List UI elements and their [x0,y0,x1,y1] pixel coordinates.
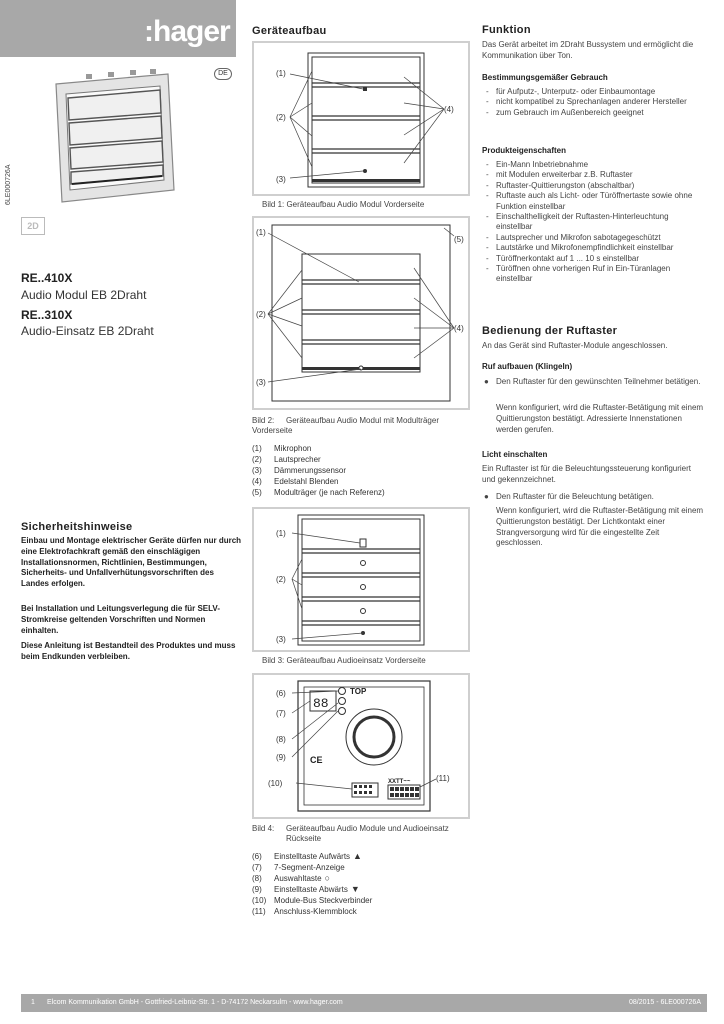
figure-3 [252,507,470,652]
list-item: - Lautstärke und Mikrofonempfindlichkeit einstellbar [482,243,706,253]
fig2-label-2: (2) [256,310,266,319]
ruf-note: Wenn konfiguriert, wird die Ruftaster-Betätigung mit einem Quittierungston bestätigt. Adressierte Innenstationen werden gerufen. [496,403,704,434]
list-item: - Türöffnerkontakt auf 1 ... 10 s einstellbar [482,254,706,264]
bullet-icon: ● [484,377,489,386]
legend-item: (6) Einstelltaste Aufwärts ▲ [252,851,362,861]
circle-icon: ○ [324,873,331,883]
licht-bullet: ● Den Ruftaster für die Beleuchtung betätigen. [484,492,654,501]
figure-4 [252,673,470,819]
fig4-label-9: (9) [276,753,286,762]
fig4-label-11: (11) [436,774,450,783]
tag-2d: 2D [21,217,45,235]
bedienung-heading: Bedienung der Ruftaster [482,325,618,337]
figure-4-caption-num: Bild 4: [252,824,275,833]
footer-date-ref: 08/2015 - 6LE000726A [628,999,701,1006]
fig2-label-3: (3) [256,378,266,387]
terminal-label: XXTT~~ [388,779,411,785]
use-list [482,87,706,118]
fig2-label-1: (1) [256,228,266,237]
list-item: - Türöffnen ohne vorherigen Ruf in Ein-Türanlagen einstellbar [482,264,706,285]
arrow-up-icon: ▲ [353,851,362,861]
footer-address: Elcom Kommunikation GmbH - Gottfried-Leibniz-Str. 1 - D-74172 Neckarsulm - www.hager.com [47,999,343,1006]
list-item: - Lautsprecher und Mikrofon sabotagegeschützt [482,233,706,243]
fig4-label-8: (8) [276,735,286,744]
ruf-bullet: ● Den Ruftaster für den gewünschten Teilnehmer betätigen. [484,377,701,386]
list-item: - für Aufputz-, Unterputz- oder Einbaumontage [482,87,706,97]
document-number-vertical: 6LE000726A [5,164,12,205]
fig4-label-7: (7) [276,709,286,718]
legend-item: (3) Dämmerungssensor [252,466,347,475]
fig4-label-6: (6) [276,689,286,698]
figure-2 [252,216,470,410]
legend-item: (10) Module-Bus Steckverbinder [252,896,373,905]
ce-mark: CE [310,755,323,765]
legend-item: (2) Lautsprecher [252,455,321,464]
legend-1 [252,443,385,498]
list-item: - zum Gebrauch im Außenbereich geeignet [482,108,706,118]
language-badge: DE [214,68,232,80]
safety-paragraph-1: Einbau und Montage elektrischer Geräte dürfen nur durch eine Elektrofachkraft gemäß den einschlägigen Installationsnormen, Richtlinien, Bestimmungen, Sicherheits- und Unfallverhütungsvorschriften des Landes erfolgen. [21,536,242,589]
safety-heading: Sicherheitshinweise [21,521,133,533]
fig3-label-2: (2) [276,575,286,584]
fig4-label-10: (10) [268,779,283,788]
fig2-label-4: (4) [454,324,464,333]
use-heading: Bestimmungsgemäßer Gebrauch [482,73,608,82]
top-label: TOP [350,687,367,696]
fig1-label-2: (2) [276,113,286,122]
footer [21,994,707,1012]
figure-2-caption [252,416,470,437]
features-heading: Produkteigenschaften [482,146,567,155]
page-number: 1 [31,999,35,1006]
geraeteaufbau-heading: Geräteaufbau [252,25,327,37]
fig3-label-3: (3) [276,635,286,644]
figure-4-caption [252,824,474,845]
licht-note: Wenn konfiguriert, wird die Ruftaster-Betätigung mit einem Quittierungston bestätigt. Der Lichtkontakt einer Strangversorgung wird für die eingestellte Zeit geschlossen. [496,506,704,548]
bedienung-intro: An das Gerät sind Ruftaster-Module angeschlossen. [482,341,668,350]
legend-item: (4) Edelstahl Blenden [252,477,339,486]
fig1-label-1: (1) [276,69,286,78]
arrow-down-icon: ▼ [350,884,360,894]
legend-item: (8) Auswahltaste ○ [252,873,331,883]
funktion-heading: Funktion [482,24,531,36]
list-item: - Einschalthelligkeit der Ruftasten-Hinterleuchtung einstellbar [482,212,706,233]
licht-intro: Ein Ruftaster ist für die Beleuchtungssteuerung konfiguriert und gekennzeichnet. [482,464,692,484]
safety-paragraph-3: Diese Anleitung ist Bestandteil des Produktes und muss beim Endkunden verbleiben. [21,641,236,661]
features-list [482,160,706,285]
list-item: - Ruftaste auch als Licht- oder Türöffnertaste sowie ohne Funktion einstellbar [482,191,706,212]
legend-item: (7) 7-Segment-Anzeige [252,863,345,872]
safety-paragraph-2: Bei Installation und Leitungsverlegung die für SELV-Stromkreise geltenden Vorschriften und Normen einhalten. [21,604,220,635]
logo-banner [0,0,236,57]
fig1-label-3: (3) [276,175,286,184]
product-name-1: Audio Modul EB 2Draht [21,288,147,302]
figure-2-caption-num: Bild 2: [252,416,275,425]
legend-2 [252,851,372,917]
fig1-label-4: (4) [444,105,454,114]
fig2-label-5: (5) [454,235,464,244]
product-code-1: RE..410X [21,271,73,285]
funktion-intro: Das Gerät arbeitet im 2Draht Bussystem und ermöglicht die Kommunikation über Ton. [482,40,694,60]
product-photo [42,68,182,206]
legend-item: (5) Modulträger (je nach Referenz) [252,488,385,497]
list-item: - nicht kompatibel zu Sprechanlagen anderer Hersteller [482,97,706,107]
list-item: - mit Modulen erweiterbar z.B. Ruftaster [482,170,706,180]
list-item: - Ruftaster-Quittierungston (abschaltbar) [482,181,706,191]
figure-1 [252,41,470,196]
bullet-icon: ● [484,492,489,501]
figure-3-caption: Bild 3: Geräteaufbau Audioeinsatz Vorderseite [262,656,426,665]
hager-logo: :hager [144,15,230,48]
ruf-heading: Ruf aufbauen (Klingeln) [482,362,573,371]
figure-1-caption: Bild 1: Geräteaufbau Audio Modul Vorderseite [262,200,425,209]
legend-item: (9) Einstelltaste Abwärts ▼ [252,884,360,894]
product-code-2: RE..310X [21,308,73,322]
licht-heading: Licht einschalten [482,450,548,459]
product-name-2: Audio-Einsatz EB 2Draht [21,324,154,338]
legend-item: (11) Anschluss-Klemmblock [252,907,357,916]
seven-segment-display: 88 [313,696,329,711]
list-item: - Ein-Mann Inbetriebnahme [482,160,706,170]
figure-2-caption-text: Geräteaufbau Audio Modul mit Modulträger Vorderseite [252,416,439,436]
fig3-label-1: (1) [276,529,286,538]
figure-4-caption-text: Geräteaufbau Audio Module und Audioeinsatz Rückseite [286,824,449,844]
legend-item: (1) Mikrophon [252,444,312,453]
